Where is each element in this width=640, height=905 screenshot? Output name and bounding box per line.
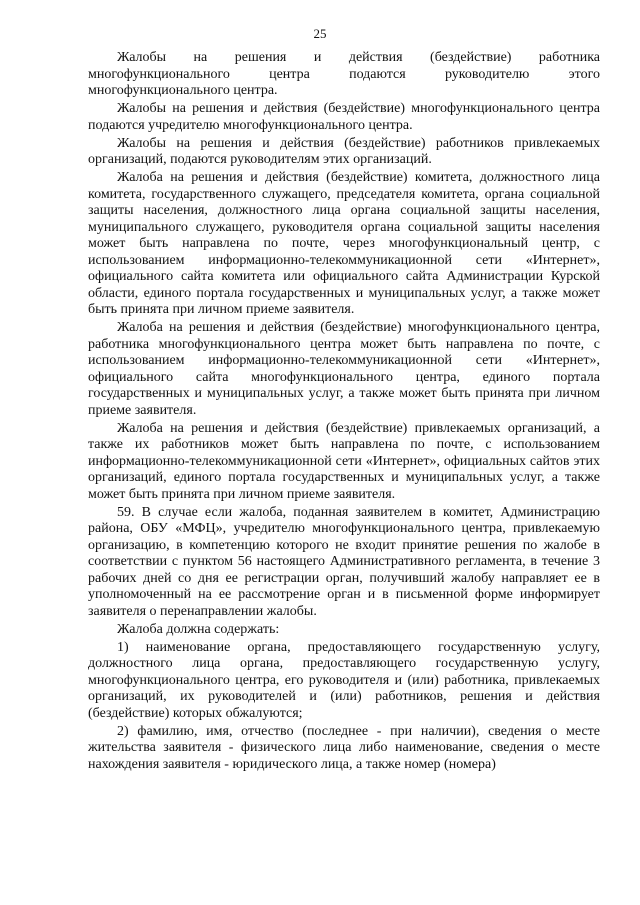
paragraph: Жалобы на решения и действия (бездействие) работников привлекаемых организаций, подаются руководителям этих организаций. — [88, 135, 600, 167]
paragraph: 59. В случае если жалоба, поданная заявителем в комитет, Администрацию района, ОБУ «МФЦ», учредителю многофункционального центра, привлекаемую организацию, в компетенцию которого не входит принятие решения по жалобе в соответствии с пунктом 56 настоящего Административного регламента, в течение 3 рабочих дней со дня ее регистрации орган, получивший жалобу направляет ее в уполномоченный на ее рассмотрение орган и в письменной форме информирует заявителя о перенаправлении жалобы. — [88, 504, 600, 619]
paragraph: Жалоба на решения и действия (бездействие) привлекаемых организаций, а также их работников может быть направлена по почте, с использованием информационно-телекоммуникационной сети «Интернет», официальных сайтов этих организаций, единого портала государственных и муниципальных услуг, а также может быть принята при личном приеме заявителя. — [88, 420, 600, 502]
page-number: 25 — [313, 26, 327, 41]
paragraph: 2) фамилию, имя, отчество (последнее - при наличии), сведения о месте жительства заявителя - физического лица либо наименование, сведения о месте нахождения заявителя - юридического лица, а также номер (номера) — [88, 723, 600, 772]
document-body — [88, 50, 600, 775]
paragraph: Жалоба на решения и действия (бездействие) комитета, должностного лица комитета, государственного служащего, председателя комитета, органа социальной защиты населения, должностного лица органа социальной защиты населения, муниципального служащего, руководителя органа социальной защиты населения может быть направлена по почте, через многофункциональный центр, с использованием информационно-телекоммуникационной сети «Интернет», официального сайта комитета или официального сайта Администрации Курской области, единого портала государственных и муниципальных услуг, а также может быть принята при личном приеме заявителя. — [88, 170, 600, 317]
paragraph: Жалобы на решения и действия (бездействие) работника многофункционального центра подаются руководителю этого многофункционального центра. — [88, 50, 600, 98]
paragraph: 1) наименование органа, предоставляющего государственную услугу, должностного лица органа, предоставляющего государственную услугу, многофункционального центра, его руководителя и (или) работника, привлекаемых организаций, их руководителей и (или) работников, решения и действия (бездействие) которых обжалуются; — [88, 639, 600, 721]
paragraph: Жалоба должна содержать: — [117, 621, 280, 637]
paragraph: Жалобы на решения и действия (бездействие) многофункционального центра подаются учредителю многофункционального центра. — [88, 101, 600, 133]
paragraph: Жалоба на решения и действия (бездействие) многофункционального центра, работника многофункционального центра может быть направлена по почте, с использованием информационно-телекоммуникационной сети «Интернет», официального сайта многофункционального центра, единого портала государственных и муниципальных услуг, а также может быть принята при личном приеме заявителя. — [88, 320, 600, 418]
